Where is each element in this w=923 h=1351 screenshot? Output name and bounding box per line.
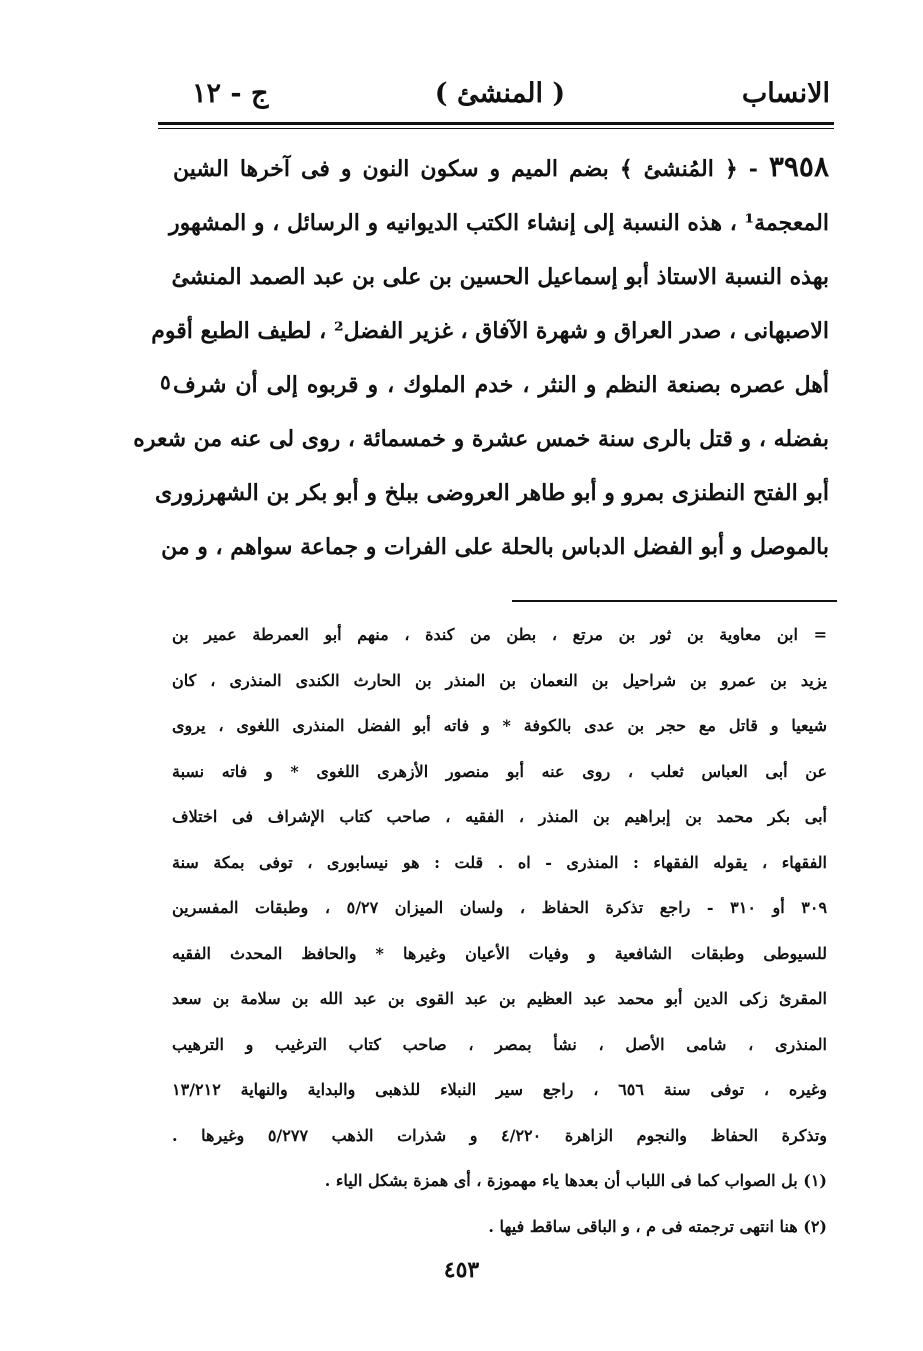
entry-number: ٣٩٥٨	[768, 150, 829, 183]
footnotes	[172, 612, 827, 1249]
footnote-1: (١) بل الصواب كما فى اللباب أن بعدها ياء مهموزة ، أى همزة بشكل الياء .	[324, 1171, 827, 1190]
footnote-line: وتذكرة الحفاظ والنجوم الزاهرة ٤/٢٢٠ و شذرات الذهب ٥/٢٧٧ وغيرها .	[172, 1125, 828, 1145]
header-rule	[158, 122, 834, 125]
entry-line: بهذه النسبة الاستاذ أبو إسماعيل الحسين بن على بن عبد الصمد المنشئ	[171, 264, 829, 290]
header-rule-thin	[158, 128, 834, 129]
footnote-separator	[512, 600, 837, 602]
footnote-line: وغيره ، توفى سنة ٦٥٦ ، راجع سير النبلاء للذهبى والبداية والنهاية ١٣/٢١٢	[172, 1080, 827, 1099]
entry-line: أهل عصره بصنعة النظم و النثر ، خدم الملوك ، و قربوه إلى أن شرف	[173, 372, 829, 398]
footnote-line: أبى بكر محمد بن إبراهيم بن المنذر ، الفقيه ، صاحب كتاب الإشراف فى اختلاف	[172, 807, 827, 826]
entry-body	[133, 140, 829, 574]
page-number: ٤٥٣	[443, 1257, 480, 1283]
footnote-line: = ابن معاوية بن ثور بن مرتع ، بطن من كندة ، منهم أبو العمرطة عمير بن	[172, 625, 827, 644]
footnote-line: عن أبى العباس ثعلب ، روى عنه أبو منصور الأزهرى اللغوى * و فاته نسبة	[172, 761, 827, 781]
entry-line: ٣٩٥٨ - ﴿ المُنشئ ﴾ بضم الميم و سكون النون و فى آخرها الشين	[173, 150, 829, 183]
footnote-line: شيعيا و قاتل مع حجر بن عدى بالكوفة * و فاته أبو الفضل المنذرى اللغوى ، يروى	[172, 716, 827, 735]
line-number-marker: ٥	[160, 370, 171, 394]
footnote-line: المنذرى ، شامى الأصل ، نشأ بمصر ، صاحب كتاب الترغيب و الترهيب	[172, 1034, 827, 1054]
footnote-2: (٢) هنا انتهى ترجمته فى م ، و الباقى ساقط فيها .	[488, 1216, 827, 1236]
header-volume: ج - ١٢	[192, 78, 269, 109]
entry-line: أبو الفتح النطنزى بمرو و أبو طاهر العروضى ببلخ و أبو بكر بن الشهرزورى	[154, 480, 829, 506]
footnote-line: المقرئ زكى الدين أبو محمد عبد العظيم بن عبد القوى بن عبد الله بن سلامة بن سعد	[172, 989, 827, 1008]
entry-line: الاصبهانى ، صدر العراق و شهرة الآفاق ، غزير الفضل² ، لطيف الطبع أقوم	[151, 318, 829, 344]
footnote-line: للسيوطى وطبقات الشافعية و وفيات الأعيان وغيرها * والحافظ المحدث الفقيه	[172, 943, 827, 963]
footnote-line: الفقهاء ، يقوله الفقهاء : المنذرى - اه . قلت : هو نيسابورى ، توفى بمكة سنة	[172, 852, 827, 872]
entry-line: بفضله ، و قتل بالرى سنة خمس عشرة و خمسمائة ، روى لى عنه من شعره	[133, 426, 829, 452]
running-header	[170, 78, 830, 122]
header-entry-title: ( المنشئ )	[434, 78, 566, 109]
footnote-line: ٣٠٩ أو ٣١٠ - راجع تذكرة الحفاظ ، ولسان الميزان ٥/٢٧ ، وطبقات المفسرين	[172, 898, 828, 917]
entry-line: المعجمة¹ ، هذه النسبة إلى إنشاء الكتب الديوانيه و الرسائل ، و المشهور	[168, 210, 829, 236]
footnote-line: يزيد بن عمرو بن شراحيل بن النعمان بن المنذر بن الحارث الكندى المنذرى ، كان	[172, 670, 827, 690]
header-book-title: الانساب	[741, 78, 830, 109]
entry-line: بالموصل و أبو الفضل الدباس بالحلة على الفرات و جماعة سواهم ، و من	[161, 534, 829, 560]
